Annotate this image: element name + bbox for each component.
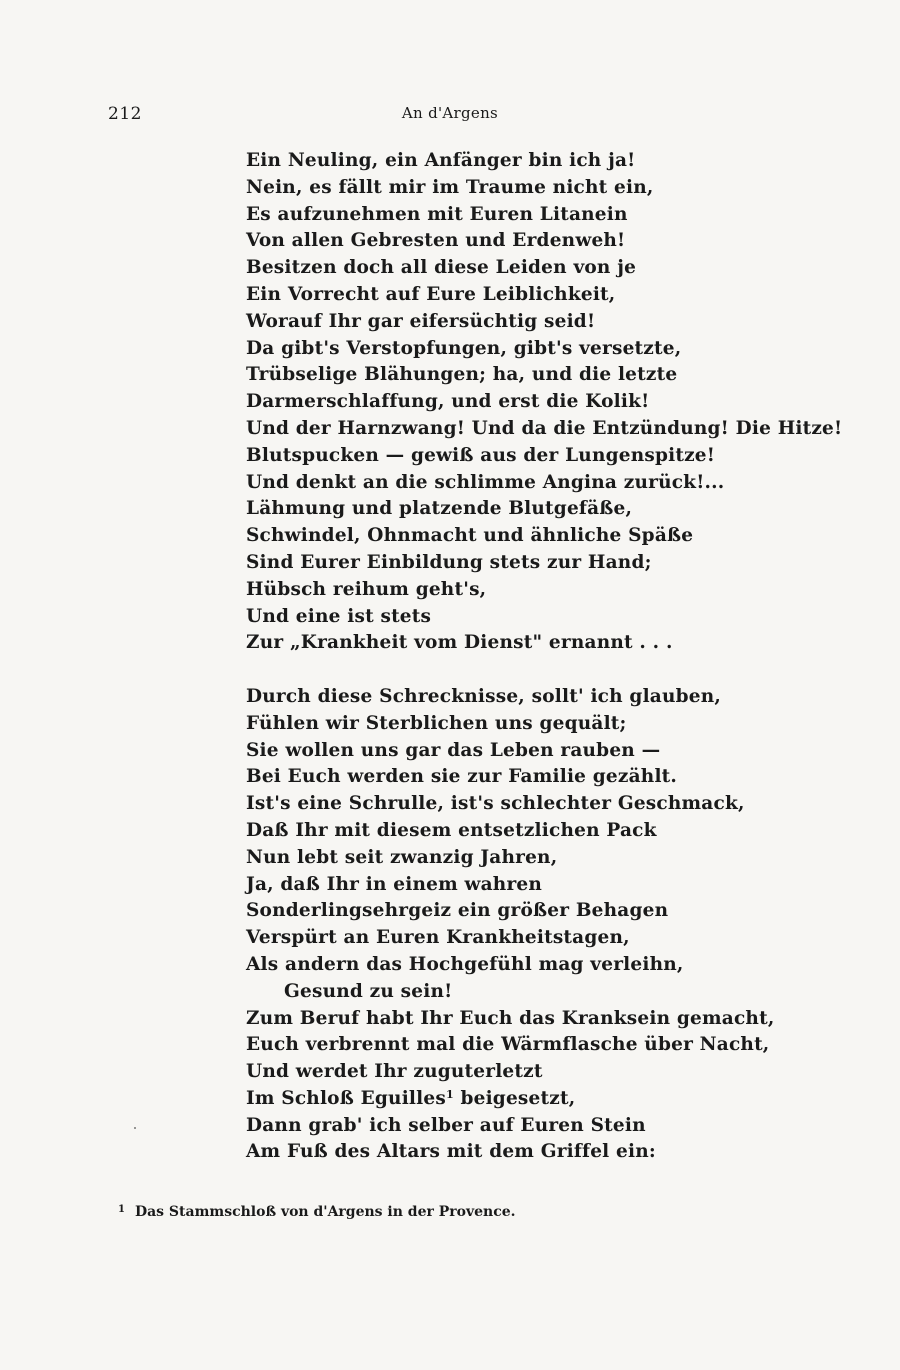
poem-line: Ja, daß Ihr in einem wahren — [246, 873, 543, 895]
footnote-reference[interactable]: 1 — [445, 1087, 454, 1101]
poem-line: Zum Beruf habt Ihr Euch das Kranksein gemacht, — [246, 1007, 775, 1029]
poem-line: Blutspucken — gewiß aus der Lungenspitze! — [246, 444, 716, 466]
footnote — [118, 1204, 516, 1220]
poem-line: Ist's eine Schrulle, ist's schlechter Geschmack, — [246, 793, 745, 815]
poem-line: Nein, es fällt mir im Traume nicht ein, — [246, 176, 654, 198]
poem-line: Hübsch reihum geht's, — [246, 578, 487, 600]
poem-line: Zur „Krankheit vom Dienst" ernannt . . . — [246, 632, 673, 654]
poem-line-text-before-ref: Im Schloß Eguilles — [246, 1087, 446, 1109]
poem-line: Nun lebt seit zwanzig Jahren, — [246, 846, 558, 868]
poem-line: Und werdet Ihr zuguterletzt — [246, 1061, 543, 1083]
poem-line: Worauf Ihr gar eifersüchtig seid! — [246, 310, 596, 332]
poem-line-text-after-ref: beigesetzt, — [453, 1087, 576, 1109]
poem-line: Verspürt an Euren Krankheitstagen, — [246, 927, 630, 949]
poem-line: Da gibt's Verstopfungen, gibt's versetzte, — [246, 337, 682, 359]
poem-line: Sie wollen uns gar das Leben rauben — — [246, 739, 661, 761]
poem-line: Euch verbrennt mal die Wärmflasche über Nacht, — [246, 1034, 770, 1056]
poem — [246, 148, 843, 1166]
poem-line: Durch diese Schrecknisse, sollt' ich glauben, — [246, 685, 722, 707]
poem-line: Bei Euch werden sie zur Familie gezählt. — [246, 766, 678, 788]
stanza-1 — [246, 148, 843, 657]
poem-line: Und der Harnzwang! Und da die Entzündung! Die Hitze! — [246, 417, 843, 439]
poem-line: Und denkt an die schlimme Angina zurück!... — [246, 471, 725, 493]
poem-line: Ein Neuling, ein Anfänger bin ich ja! — [246, 150, 636, 171]
poem-line: Und eine ist stets — [246, 605, 432, 627]
poem-line-with-footnote-ref — [246, 1086, 806, 1113]
poem-line: Sind Eurer Einbildung stets zur Hand; — [246, 551, 652, 573]
stanza-2 — [246, 684, 806, 1166]
poem-line: Von allen Gebresten und Erdenweh! — [246, 230, 626, 252]
running-title: An d'Argens — [401, 104, 499, 122]
footnote-mark: 1 — [118, 1204, 125, 1215]
poem-line: Schwindel, Ohnmacht und ähnliche Späße — [246, 525, 694, 547]
poem-line: Fühlen wir Sterblichen uns gequält; — [246, 712, 627, 734]
poem-line: Besitzen doch all diese Leiden von je — [246, 257, 637, 279]
poem-line: Als andern das Hochgefühl mag verleihn, — [246, 953, 684, 975]
footnote-text: Das Stammschloß von d'Argens in der Provence. — [134, 1204, 516, 1220]
poem-line: Daß Ihr mit diesem entsetzlichen Pack — [246, 819, 657, 841]
poem-line-indented: Gesund zu sein! — [284, 980, 453, 1002]
page-speck — [134, 1127, 136, 1129]
poem-line: Darmerschlaffung, und erst die Kolik! — [246, 391, 650, 413]
page-number: 212 — [108, 104, 142, 124]
poem-line: Ein Vorrecht auf Eure Leiblichkeit, — [246, 283, 616, 305]
poem-line: Am Fuß des Altars mit dem Griffel ein: — [246, 1141, 656, 1163]
poem-line: Lähmung und platzende Blutgefäße, — [246, 498, 633, 520]
poem-line: Dann grab' ich selber auf Euren Stein — [246, 1114, 646, 1136]
poem-line: Trübselige Blähungen; ha, und die letzte — [246, 364, 678, 386]
poem-line: Es aufzunehmen mit Euren Litanein — [246, 203, 628, 225]
poem-line: Sonderlingsehrgeiz ein größer Behagen — [246, 900, 669, 922]
